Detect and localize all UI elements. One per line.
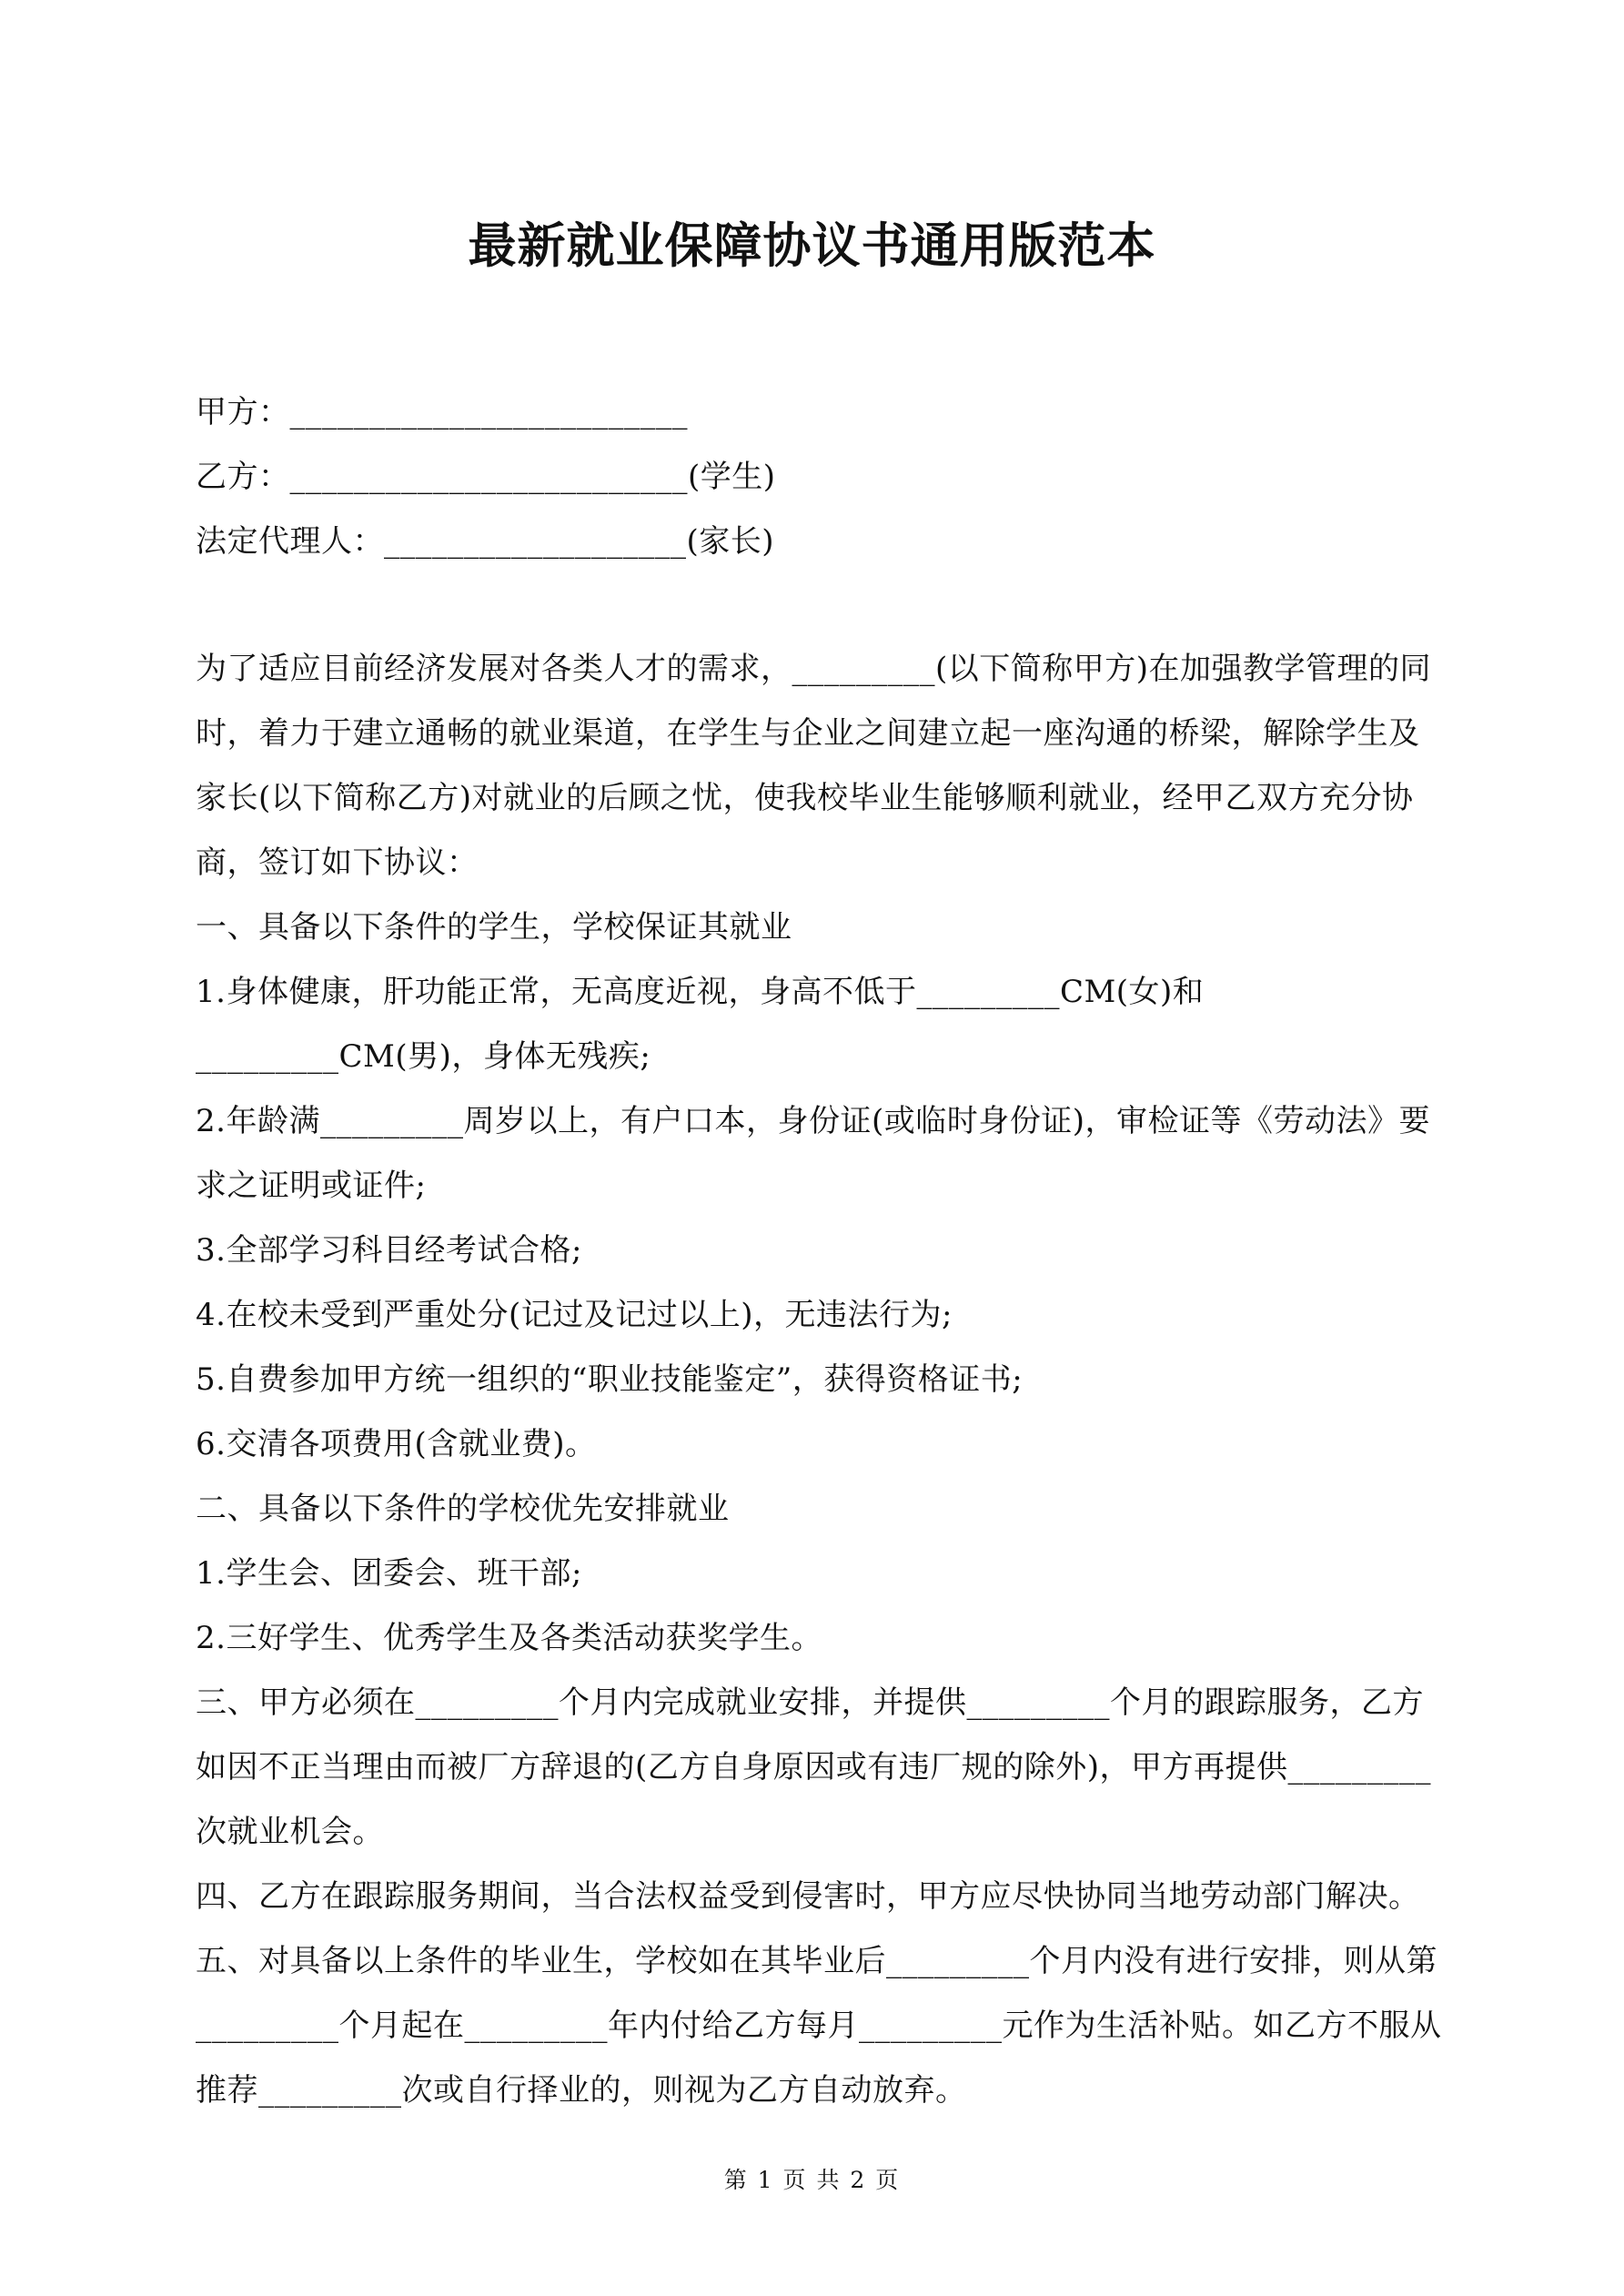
section-2-heading: 二、具备以下条件的学校优先安排就业 bbox=[196, 1491, 730, 1527]
section-1-item: 4.在校未受到严重处分(记过及记过以上)，无违法行为; bbox=[196, 1297, 953, 1333]
intro-paragraph: 为了适应目前经济发展对各类人才的需求，_________(以下简称甲方)在加强教学管理的同时，着力于建立通畅的就业渠道，在学生与企业之间建立起一座沟通的桥梁，解除学生及家长(以下简称乙方)对就业的后顾之忧，使我校毕业生能够顺利就业，经甲乙双方充分协商，签订如下协议： bbox=[196, 651, 1432, 881]
section-1-item: 1.身体健康，肝功能正常，无高度近视，身高不低于_________CM(女)和_________CM(男)，身体无残疾; bbox=[196, 974, 1205, 1075]
section-1-item: 6.交清各项费用(含就业费)。 bbox=[196, 1426, 597, 1462]
section-4-paragraph: 四、乙方在跟踪服务期间，当合法权益受到侵害时，甲方应尽快协同当地劳动部门解决。 bbox=[196, 1878, 1420, 1915]
section-1-heading: 一、具备以下条件的学生，学校保证其就业 bbox=[196, 909, 792, 946]
guardian-line: 法定代理人：___________________(家长) bbox=[196, 523, 775, 560]
section-2-item: 2.三好学生、优秀学生及各类活动获奖学生。 bbox=[196, 1620, 822, 1656]
agreement-body bbox=[196, 637, 1442, 2123]
page-footer: 第 1 页 共 2 页 bbox=[723, 2167, 901, 2193]
section-3-paragraph: 三、甲方必须在_________个月内完成就业安排，并提供_________个月的跟踪服务，乙方如因不正当理由而被厂方辞退的(乙方自身原因或有违厂规的除外)，甲方再提供_________次就业机会。 bbox=[196, 1684, 1432, 1850]
section-1-item: 5.自费参加甲方统一组织的“职业技能鉴定”，获得资格证书; bbox=[196, 1361, 1024, 1398]
section-1-item: 3.全部学习科目经考试合格; bbox=[196, 1232, 582, 1269]
section-5-paragraph: 五、对具备以上条件的毕业生，学校如在其毕业后_________个月内没有进行安排，则从第_________个月起在_________年内付给乙方每月_________元作为生活补贴。如乙方不服从推荐_________次或自行择业的，则视为乙方自动放弃。 bbox=[196, 1943, 1442, 2109]
section-2-item: 1.学生会、团委会、班干部; bbox=[196, 1555, 582, 1592]
party-a-line: 甲方：_________________________ bbox=[196, 394, 688, 430]
document-title: 最新就业保障协议书通用版范本 bbox=[468, 217, 1156, 274]
party-b-line: 乙方：_________________________(学生) bbox=[196, 459, 776, 495]
parties-block bbox=[196, 380, 1442, 574]
section-1-item: 2.年龄满_________周岁以上，有户口本，身份证(或临时身份证)，审检证等《劳动法》要求之证明或证件; bbox=[196, 1103, 1430, 1204]
